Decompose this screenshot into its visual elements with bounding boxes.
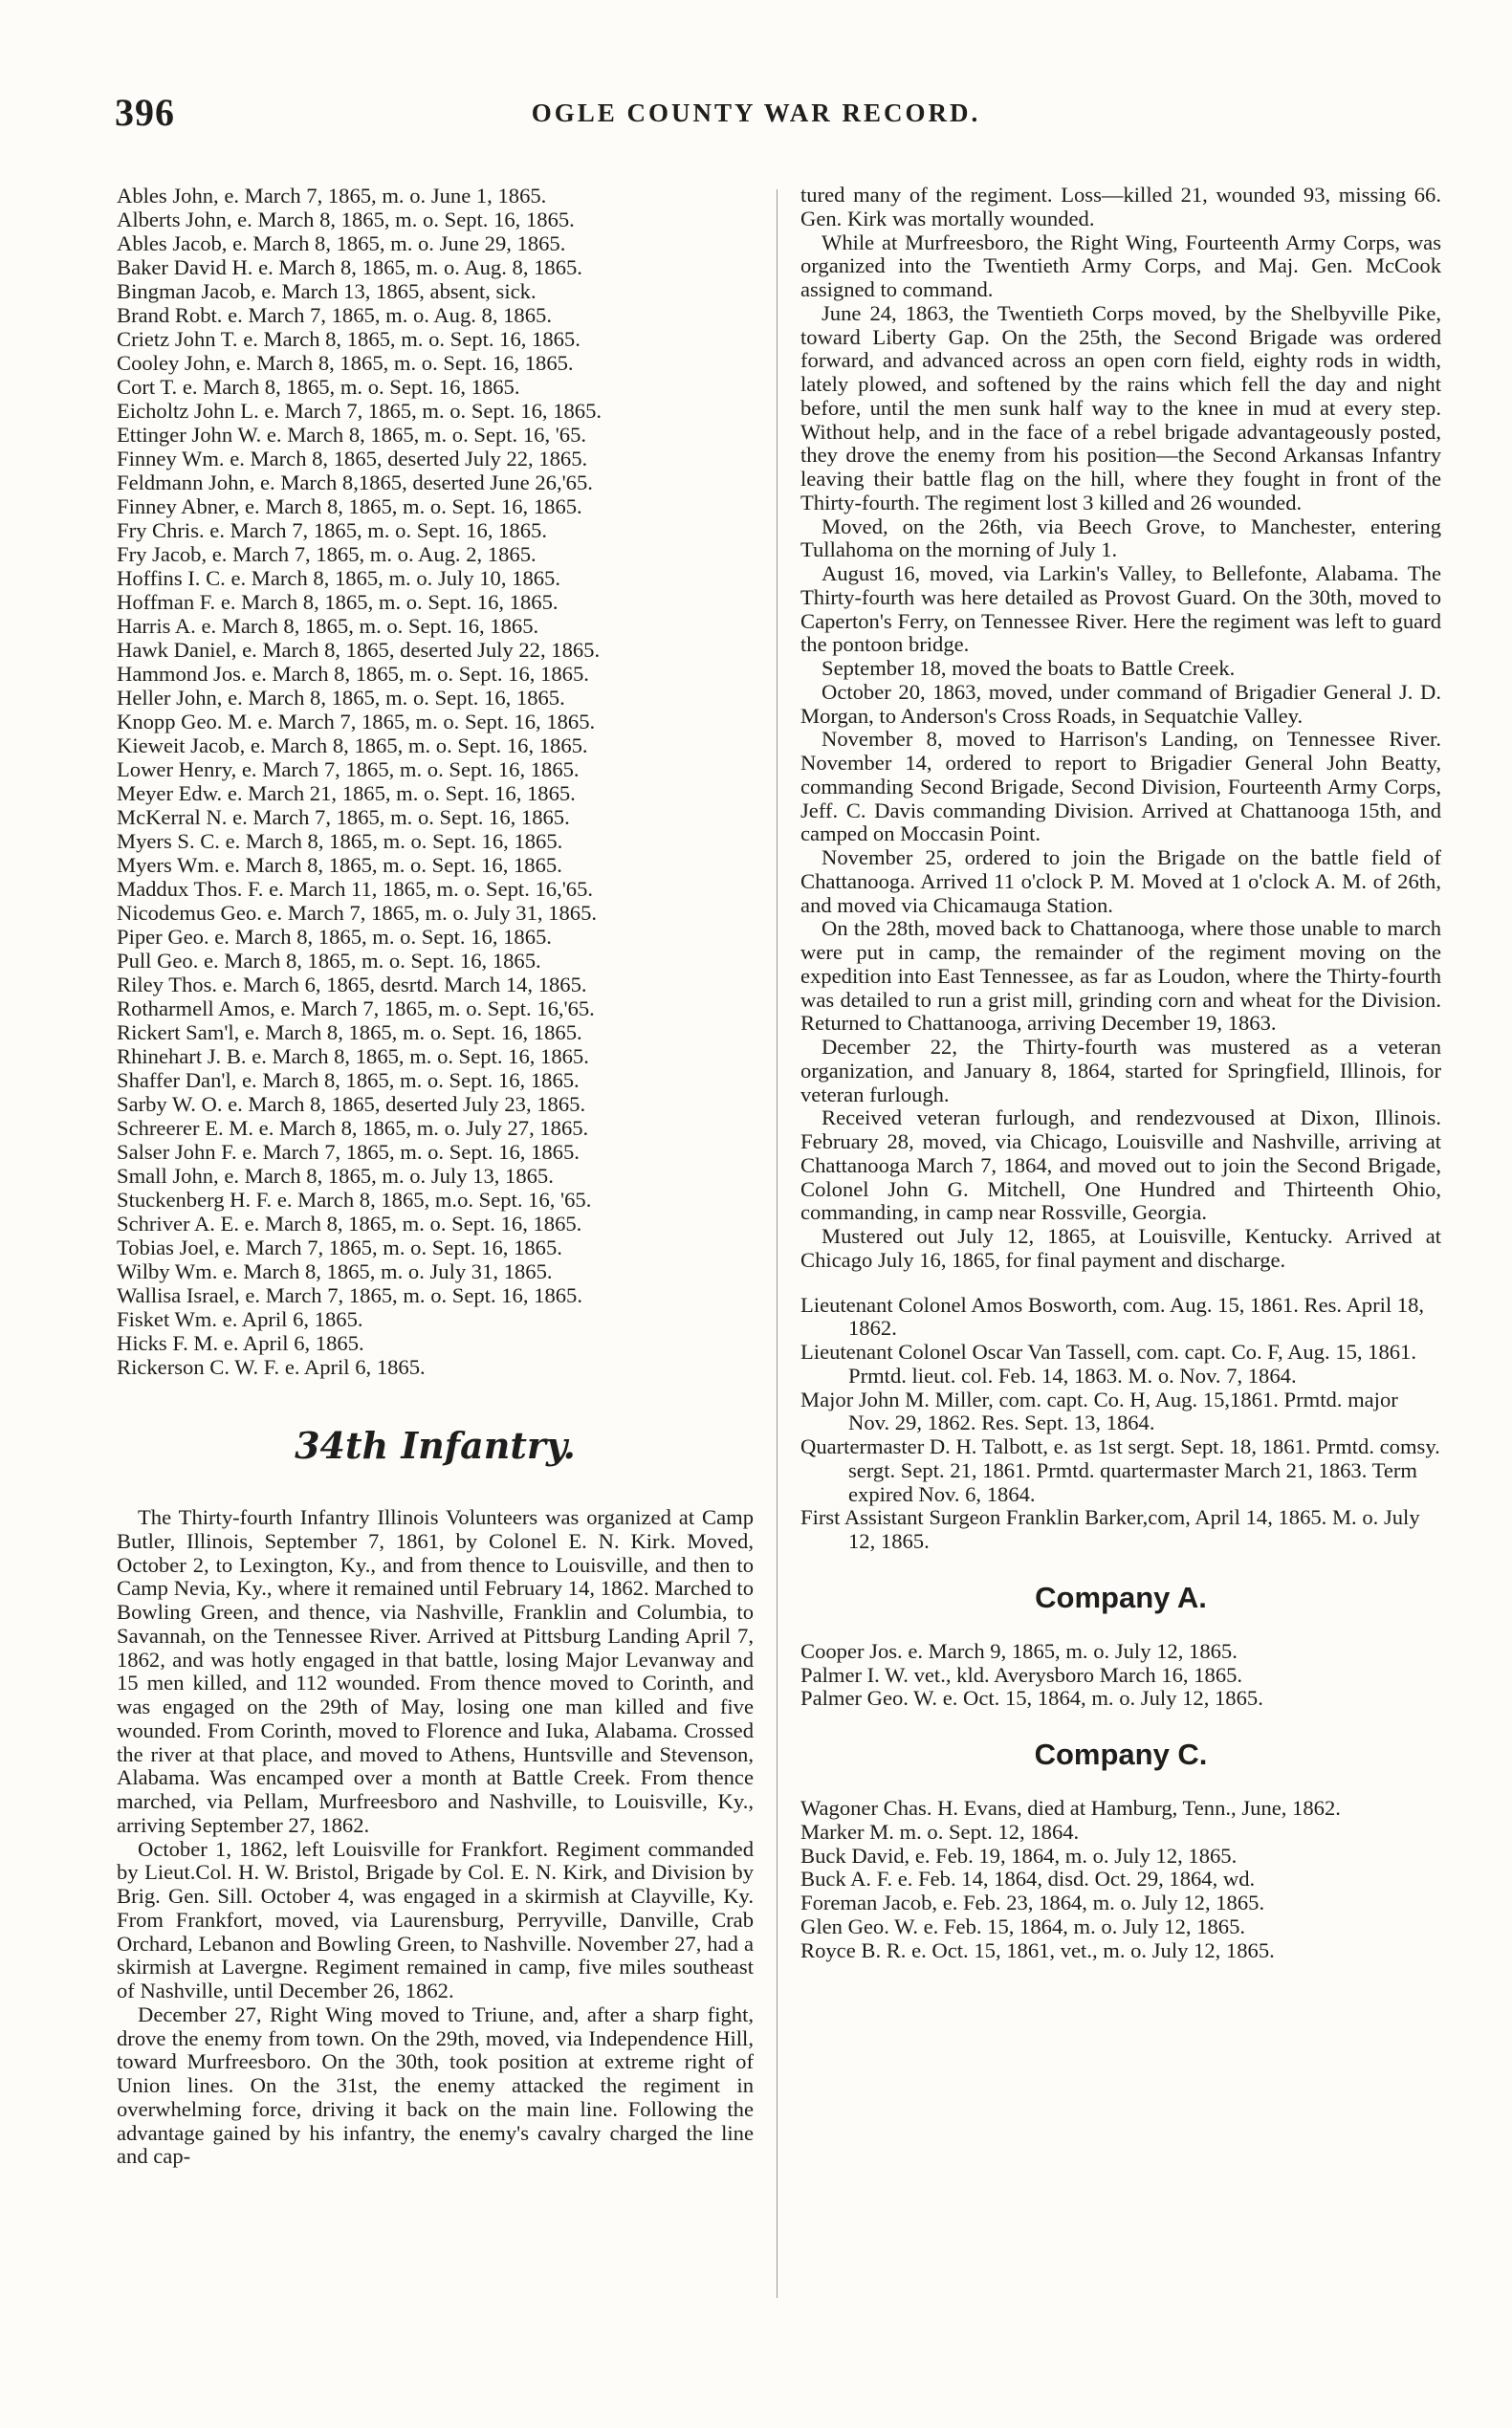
roster-entry: Kieweit Jacob, e. March 8, 1865, m. o. Sept. 16, 1865. [117,733,588,757]
roster-entry: Shaffer Dan'l, e. March 8, 1865, m. o. Sept. 16, 1865. [117,1068,580,1092]
officer-list [800,1294,1441,1554]
history-paragraph: The Thirty-fourth Infantry Illinois Volunteers was organized at Camp Butler, Illinois, September 7, 1861, by Colonel E. N. Kirk. Moved, October 2, to Lexington, Ky., and from thence to Louisville, and then to Camp Nevia, Ky., where it remained until February 14, 1862. Marched to Bowling Green, and thence, via Nashville, Franklin and Columbia, to Savannah, on the Tennessee River. Arrived at Pittsburg Landing April 7, 1862, and was hotly engaged in that battle, losing Major Levanway and 15 men killed, and 112 wounded. From thence moved to Corinth, and was engaged on the 29th of May, losing one man killed and five wounded. From Corinth, moved to Florence and Iuka, Alabama. Crossed the river at that place, and moved to Athens, Huntsville and Stevenson, Alabama. Was encamped over a month at Battle Creek. From thence marched, via Pellam, Murfreesboro and Nashville, to Louisville, Ky., arriving September 27, 1862. [117,1505,754,1837]
roster-entry: Wilby Wm. e. March 8, 1865, m. o. July 31, 1865. [117,1259,553,1283]
roster-entry: Riley Thos. e. March 6, 1865, desrtd. March 14, 1865. [117,973,587,996]
roster-entry: Royce B. R. e. Oct. 15, 1861, vet., m. o. July 12, 1865. [800,1937,1275,1962]
roster-entry: Hammond Jos. e. March 8, 1865, m. o. Sept. 16, 1865. [117,662,589,686]
roster-entry: Small John, e. March 8, 1865, m. o. July 13, 1865. [117,1164,554,1188]
roster-entry: Bingman Jacob, e. March 13, 1865, absent, sick. [117,279,537,303]
roster-entry: Rickerson C. W. F. e. April 6, 1865. [117,1355,426,1379]
roster-entry: Buck A. F. e. Feb. 14, 1864, disd. Oct. 29, 1864, wd. [800,1867,1256,1892]
roster-entry: Fisket Wm. e. April 6, 1865. [117,1307,363,1331]
history-paragraph: June 24, 1863, the Twentieth Corps moved, by the Shelbyville Pike, toward Liberty Gap. On the 25th, the Second Brigade was ordered forward, and advanced across an open corn field, eighty rods in width, lately plowed, and softened by the rains which fell the day and night before, until the men sunk half way to the knee in mud at every step. Without help, and in the face of a rebel brigade advantageously posted, they drove the enemy from his position—the Second Arkansas Infantry leaving their battle flag on the hill, where they fought in front of the Thirty-fourth. The regiment lost 3 killed and 26 wounded. [800,300,1441,514]
officer-entry: Lieutenant Colonel Oscar Van Tassell, com. capt. Co. F, Aug. 15, 1861. Prmtd. lieut. col. Feb. 14, 1863. M. o. Nov. 7, 1864. [800,1340,1416,1388]
section-title: 34th Infantry. [295,1424,576,1467]
roster-entry: Baker David H. e. March 8, 1865, m. o. Aug. 8, 1865. [117,255,582,279]
roster-entry: Schreerer E. M. e. March 8, 1865, m. o. July 27, 1865. [117,1116,589,1140]
roster-entry: Crietz John T. e. March 8, 1865, m. o. Sept. 16, 1865. [117,327,581,351]
roster-entry: Rhinehart J. B. e. March 8, 1865, m. o. Sept. 16, 1865. [117,1044,589,1068]
running-title: OGLE COUNTY WAR RECORD. [531,98,981,127]
roster-entry: Palmer Geo. W. e. Oct. 15, 1864, m. o. July 12, 1865. [800,1686,1263,1711]
history-paragraph: August 16, moved, via Larkin's Valley, to Bellefonte, Alabama. The Thirty-fourth was here detailed as Provost Guard. On the 30th, moved to Caperton's Ferry, on Tennessee River. Here the regiment was left to guard the pontoon bridge. [800,561,1441,657]
roster-entry: Myers Wm. e. March 8, 1865, m. o. Sept. 16, 1865. [117,853,562,877]
roster-entry: Hoffins I. C. e. March 8, 1865, m. o. July 10, 1865. [117,566,560,590]
roster-entry: Harris A. e. March 8, 1865, m. o. Sept. 16, 1865. [117,614,539,638]
roster-entry: Hicks F. M. e. April 6, 1865. [117,1331,364,1355]
company-c-title: Company C. [1034,1738,1208,1771]
history-paragraph: November 25, ordered to join the Brigade on the battle field of Chattanooga. Arrived 11 o'clock P. M. Moved at 1 o'clock A. M. of 26th, and moved via Chicamauga Station. [800,845,1441,917]
roster-entry: Nicodemus Geo. e. March 7, 1865, m. o. July 31, 1865. [117,901,598,925]
officer-entry: Major John M. Miller, com. capt. Co. H, Aug. 15,1861. Prmtd. major Nov. 29, 1862. Res. Sept. 13, 1864. [800,1387,1398,1435]
roster-entry: Wallisa Israel, e. March 7, 1865, m. o. Sept. 16, 1865. [117,1283,582,1307]
roster-entry: Cooley John, e. March 8, 1865, m. o. Sept. 16, 1865. [117,351,574,375]
history-paragraph: October 1, 1862, left Louisville for Frankfort. Regiment commanded by Lieut.Col. H. W. Bristol, Brigade by Col. E. N. Kirk, and Division by Brig. Gen. Sill. October 4, was engaged in a skirmish at Clayville, Ky. From Frankfort, moved, via Laurensburg, Perryville, Danville, Crab Orchard, Lebanon and Bowling Green, to Nashville. November 27, had a skirmish at Lavergne. Regiment remained in camp, five miles southeast of Nashville, until December 26, 1862. [117,1836,754,2002]
roster-entry: Heller John, e. March 8, 1865, m. o. Sept. 16, 1865. [117,686,565,710]
history-paragraph: September 18, moved the boats to Battle Creek. [822,656,1236,680]
column-divider [777,189,778,2298]
roster-entry: Piper Geo. e. March 8, 1865, m. o. Sept. 16, 1865. [117,925,552,949]
roster-entry: Cooper Jos. e. March 9, 1865, m. o. July 12, 1865. [800,1638,1238,1663]
history-paragraph: tured many of the regiment. Loss—killed 21, wounded 93, missing 66. Gen. Kirk was mortally wounded. [800,183,1441,230]
officer-entry: Lieutenant Colonel Amos Bosworth, com. Aug. 15, 1861. Res. April 18, 1862. [800,1292,1425,1341]
roster-entry: Sarby W. O. e. March 8, 1865, deserted July 23, 1865. [117,1092,586,1116]
roster-entry: Buck David, e. Feb. 19, 1864, m. o. July 12, 1865. [800,1843,1238,1868]
roster-entry: Fry Chris. e. March 7, 1865, m. o. Sept. 16, 1865. [117,518,547,542]
history-paragraph: Mustered out July 12, 1865, at Louisville, Kentucky. Arrived at Chicago July 16, 1865, for final payment and discharge. [800,1224,1441,1272]
officer-entry: Quartermaster D. H. Talbott, e. as 1st sergt. Sept. 18, 1861. Prmtd. comsy. sergt. Sept. 21, 1861. Prmtd. quartermaster March 21, 1863. Term expired Nov. 6, 1864. [800,1434,1440,1506]
roster-entry: Feldmann John, e. March 8,1865, deserted June 26,'65. [117,470,593,494]
history-paragraph: December 27, Right Wing moved to Triune, and, after a sharp fight, drove the enemy from town. On the 29th, moved, via Independence Hill, toward Murfreesboro. On the 30th, took position at extreme right of Union lines. On the 31st, the enemy attacked the regiment in overwhelming force, driving it back on the main line. Following the advantage gained by his infantry, the enemy's cavalry charged the line and cap- [117,2001,754,2169]
history-paragraph: On the 28th, moved back to Chattanooga, where those unable to march were put in camp, the remainder of the regiment moving on the expedition into East Tennessee, as far as Loudon, where the Thirty-fourth was detailed to run a grist mill, grinding corn and wheat for the Division. Returned to Chattanooga, arriving December 19, 1863. [800,916,1441,1036]
roster-entry: Eicholtz John L. e. March 7, 1865, m. o. Sept. 16, 1865. [117,399,603,423]
roster-entry: Marker M. m. o. Sept. 12, 1864. [800,1819,1080,1844]
right-column [800,184,1441,1962]
roster-entry: Hoffman F. e. March 8, 1865, m. o. Sept. 16, 1865. [117,590,559,614]
roster-entry: Palmer I. W. vet., kld. Averysboro March 16, 1865. [800,1662,1243,1687]
roster-list [117,184,754,1379]
roster-entry: Foreman Jacob, e. Feb. 23, 1864, m. o. July 12, 1865. [800,1891,1265,1914]
company-c-roster [800,1797,1441,1962]
history-paragraph: November 8, moved to Harrison's Landing, on Tennessee River. November 14, ordered to report to Brigadier General John Beatty, commanding Second Brigade, Second Division, Fourteenth Army Corps, Jeff. C. Davis commanding Division. Arrived at Chattanooga 15th, and camped on Moccasin Point. [800,727,1441,846]
history-paragraph: December 22, the Thirty-fourth was mustered as a veteran organization, and January 8, 1864, started for Springfield, Illinois, for veteran furlough. [800,1035,1441,1106]
history-paragraph: Moved, on the 26th, via Beech Grove, to Manchester, entering Tullahoma on the morning of July 1. [800,514,1441,562]
roster-entry: Glen Geo. W. e. Feb. 15, 1864, m. o. July 12, 1865. [800,1914,1246,1938]
roster-entry: Meyer Edw. e. March 21, 1865, m. o. Sept. 16, 1865. [117,781,576,805]
roster-entry: Finney Wm. e. March 8, 1865, deserted July 22, 1865. [117,447,588,470]
roster-entry: Fry Jacob, e. March 7, 1865, m. o. Aug. 2, 1865. [117,542,537,566]
officer-entry: First Assistant Surgeon Franklin Barker,com, April 14, 1865. M. o. July 12, 1865. [800,1505,1420,1553]
regiment-history-continued [800,184,1441,1273]
left-column [117,184,754,2169]
company-a-title: Company A. [1035,1580,1207,1614]
roster-entry: Brand Robt. e. March 7, 1865, m. o. Aug. 8, 1865. [117,303,552,327]
roster-entry: Myers S. C. e. March 8, 1865, m. o. Sept. 16, 1865. [117,829,563,853]
roster-entry: Ables John, e. March 7, 1865, m. o. June 1, 1865. [117,184,547,208]
roster-entry: Pull Geo. e. March 8, 1865, m. o. Sept. 16, 1865. [117,949,541,973]
history-paragraph: Received veteran furlough, and rendezvoused at Dixon, Illinois. February 28, moved, via Chicago, Louisville and Nashville, arriving at Chattanooga March 7, 1864, and moved out to join the Second Brigade, Colonel John G. Mitchell, One Hundred and Thirteenth Ohio, commanding, in camp near Rossville, Georgia. [800,1105,1441,1225]
roster-entry: Maddux Thos. F. e. March 11, 1865, m. o. Sept. 16,'65. [117,877,594,901]
history-paragraph: While at Murfreesboro, the Right Wing, Fourteenth Army Corps, was organized into the Twentieth Army Corps, and Maj. Gen. McCook assigned to command. [800,230,1441,301]
roster-entry: Knopp Geo. M. e. March 7, 1865, m. o. Sept. 16, 1865. [117,710,596,733]
roster-entry: Stuckenberg H. F. e. March 8, 1865, m.o. Sept. 16, '65. [117,1188,592,1212]
roster-entry: Wagoner Chas. H. Evans, died at Hamburg, Tenn., June, 1862. [800,1796,1341,1820]
roster-entry: Alberts John, e. March 8, 1865, m. o. Sept. 16, 1865. [117,208,575,231]
roster-entry: Ables Jacob, e. March 8, 1865, m. o. June 29, 1865. [117,231,566,255]
roster-entry: Rotharmell Amos, e. March 7, 1865, m. o. Sept. 16,'65. [117,996,595,1020]
roster-entry: Salser John F. e. March 7, 1865, m. o. Sept. 16, 1865. [117,1140,580,1164]
regiment-history [117,1506,754,2169]
roster-entry: Schriver A. E. e. March 8, 1865, m. o. Sept. 16, 1865. [117,1212,582,1236]
company-a-roster [800,1640,1441,1711]
roster-entry: Hawk Daniel, e. March 8, 1865, deserted July 22, 1865. [117,638,601,662]
roster-entry: Ettinger John W. e. March 8, 1865, m. o. Sept. 16, '65. [117,423,587,447]
roster-entry: Rickert Sam'l, e. March 8, 1865, m. o. Sept. 16, 1865. [117,1020,582,1044]
roster-entry: Cort T. e. March 8, 1865, m. o. Sept. 16, 1865. [117,375,520,399]
roster-entry: McKerral N. e. March 7, 1865, m. o. Sept. 16, 1865. [117,805,570,829]
roster-entry: Finney Abner, e. March 8, 1865, m. o. Sept. 16, 1865. [117,494,582,518]
page-number: 396 [115,91,175,134]
roster-entry: Tobias Joel, e. March 7, 1865, m. o. Sept. 16, 1865. [117,1236,562,1259]
history-paragraph: October 20, 1863, moved, under command of Brigadier General J. D. Morgan, to Anderson's Cross Roads, in Sequatchie Valley. [800,679,1441,728]
roster-entry: Lower Henry, e. March 7, 1865, m. o. Sept. 16, 1865. [117,757,580,781]
